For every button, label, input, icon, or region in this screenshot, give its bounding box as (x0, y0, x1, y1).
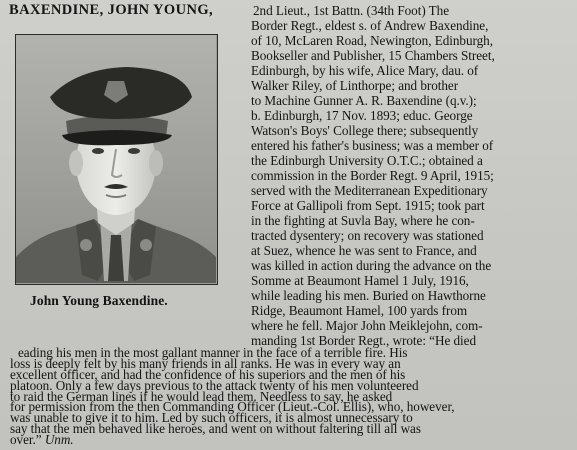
portrait-image (16, 35, 216, 283)
text-line: Bookseller and Publisher, 15 Chambers Street, (251, 48, 495, 63)
text-line: was killed in action during the advance on the (251, 258, 492, 273)
text-line: of 10, McLaren Road, Newington, Edinburgh, (251, 33, 493, 48)
text-line: to Machine Gunner A. R. Baxendine (q.v.); (251, 93, 477, 108)
text-line: tracted dysentery; on recovery was stationed (251, 228, 484, 243)
text-line: excellent officer, and had the confidence of his superiors and the men of his (10, 366, 406, 382)
text-line: 2nd Lieut., 1st Battn. (34th Foot) The (253, 3, 450, 18)
marital-status: Unm. (44, 432, 74, 448)
text-line: say that the men behaved like heroes, and went on without faltering till all was (10, 421, 421, 437)
text-line: was unable to give it to him. Led by such officers, it is almost unnecessary to (10, 410, 413, 426)
photo-caption: John Young Baxendine. (30, 293, 168, 308)
text-line: Somme at Beaumont Hamel 1 July, 1916, (251, 273, 469, 288)
text-line: served with the Mediterranean Expeditionary (251, 183, 488, 198)
text-line: platoon. Only a few days previous to the attack twenty of his men volunteered (10, 377, 419, 393)
text-line: commission in the Border Regt. 9 April, 1915; (251, 168, 494, 183)
text-line: Walker Riley, of Linthorpe; and brother (251, 78, 459, 93)
text-line: in the fighting at Suvla Bay, where he con- (251, 213, 475, 228)
text-line: Border Regt., eldest s. of Andrew Baxendine, (251, 18, 489, 33)
text-line-final (10, 432, 74, 448)
text-line: Force at Gallipoli from Sept. 1915; took part (251, 198, 485, 213)
final-text: over.” (10, 432, 42, 448)
text-line: loss is deeply felt by his many friends in all ranks. He was in every way an (10, 355, 401, 371)
text-line: for permission from the then Commanding Officer (Lieut.-Col. Ellis), who, however, (10, 399, 455, 415)
text-line: the Edinburgh University O.T.C.; obtained a (251, 153, 483, 168)
text-line: Ridge, Beaumont Hamel, 100 yards from (251, 303, 468, 318)
portrait-photo (15, 34, 218, 285)
text-line: eading his men in the most gallant manner in the face of a terrible fire. His (18, 345, 408, 360)
text-line: to raid the German lines if he would lead them. Needless to say, he asked (10, 388, 393, 404)
text-line: entered his father's business; was a member of (251, 138, 494, 153)
text-line: while leading his men. Buried on Hawthorne (251, 288, 486, 303)
text-line: manding 1st Border Regt., wrote: “He died (251, 333, 477, 348)
text-line: b. Edinburgh, 17 Nov. 1893; educ. George (251, 108, 473, 123)
text-line: where he fell. Major John Meiklejohn, com- (251, 318, 483, 333)
text-line: Edinburgh, by his wife, Alice Mary, dau. of (251, 63, 479, 78)
entry-heading: BAXENDINE, JOHN YOUNG, (9, 2, 214, 18)
text-line: at Suez, whence he was sent to France, and (251, 243, 477, 258)
text-line: Watson's Boys' College there; subsequently (251, 123, 479, 138)
